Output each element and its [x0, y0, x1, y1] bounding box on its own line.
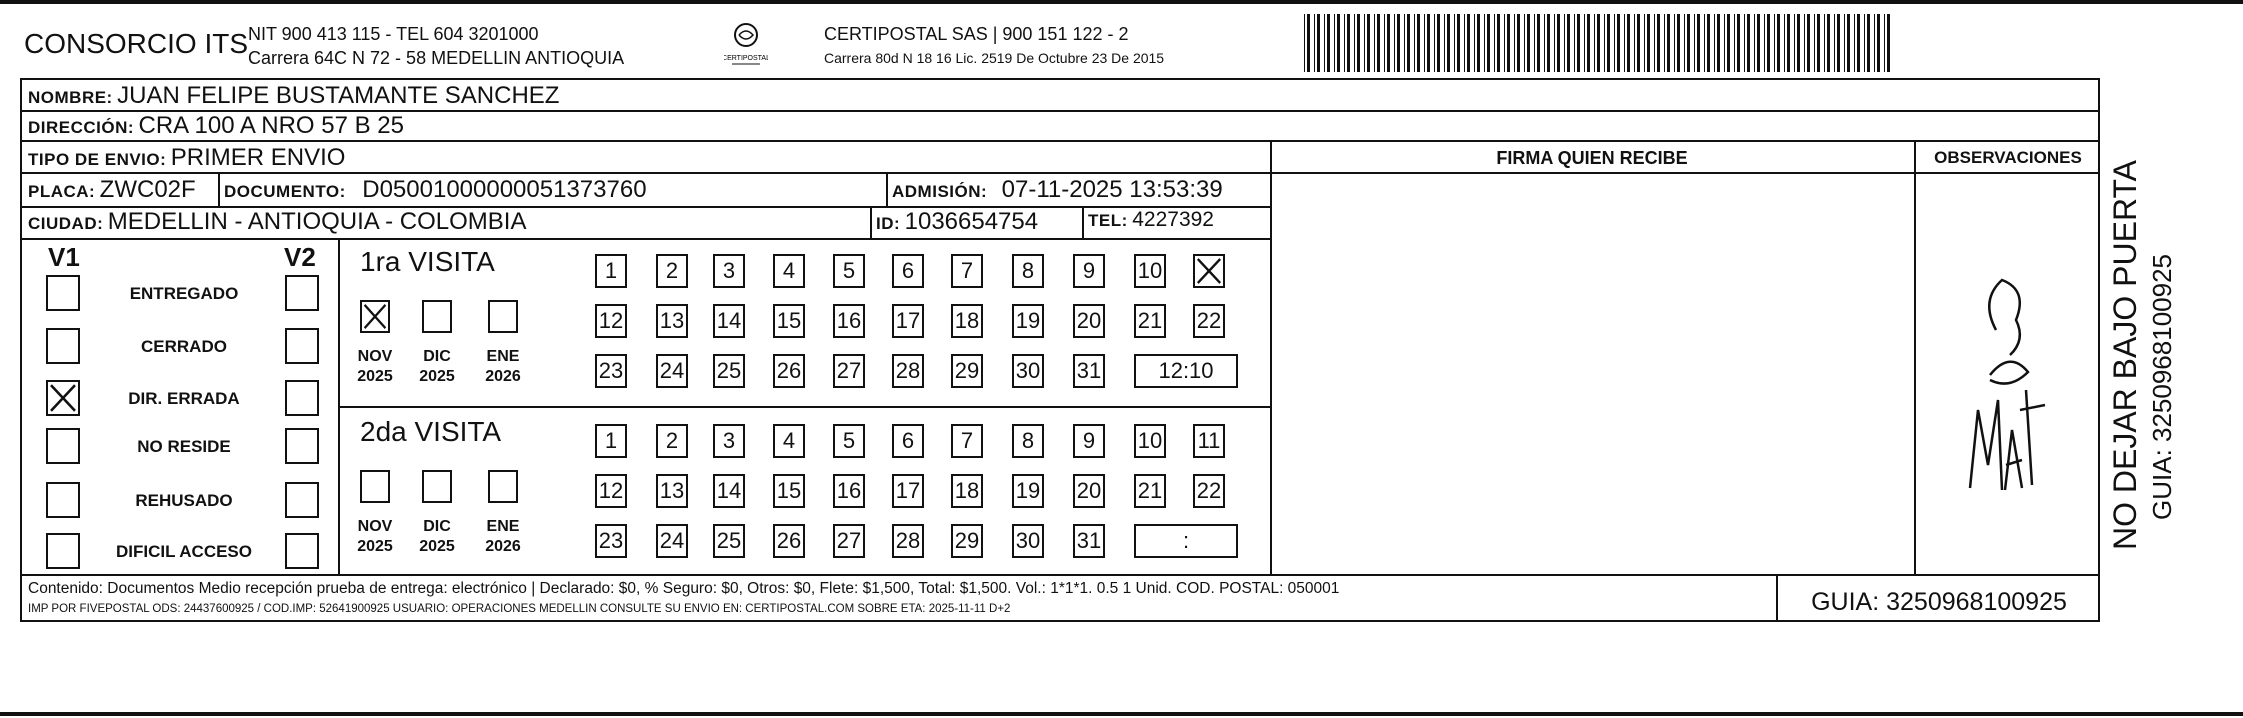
month-label: NOV	[357, 518, 393, 535]
year-label: 2026	[485, 538, 521, 555]
nombre-label: NOMBRE:	[28, 88, 113, 107]
day-box[interactable]: 5	[833, 424, 865, 458]
day-box[interactable]: 26	[773, 354, 805, 388]
admision-field	[892, 176, 1223, 204]
barcode-bar	[1744, 14, 1745, 72]
barcode-bar	[1804, 14, 1805, 72]
barcode-bar	[1724, 14, 1725, 72]
day-box[interactable]: 2	[656, 424, 688, 458]
top-border	[0, 0, 2243, 4]
barcode-bar	[1447, 14, 1450, 72]
barcode-bar	[1397, 14, 1400, 72]
day-box[interactable]: 25	[713, 524, 745, 558]
barcode-bar	[1367, 14, 1370, 72]
barcode-bar	[1647, 14, 1650, 72]
v1-checkbox[interactable]	[46, 380, 80, 416]
footer-contenido: Contenido: Documentos Medio recepción prueba de entrega: electrónico | Declarado: $0, % Seguro: $0, Otros: $0, Flete: $1,500, Total: $1,500. Vol.: 1*1*1. 0.5 1 Unid. COD. POSTAL: 050001	[28, 580, 1340, 597]
barcode-bar	[1507, 14, 1510, 72]
day-box[interactable]: 22	[1193, 304, 1225, 338]
barcode-bar	[1347, 14, 1350, 72]
day-box[interactable]: 20	[1073, 474, 1105, 508]
barcode-bar	[1834, 14, 1835, 72]
barcode-bar	[1487, 14, 1490, 72]
time-box[interactable]: :	[1134, 524, 1238, 558]
barcode-bar	[1584, 14, 1585, 72]
barcode-bar	[1437, 14, 1440, 72]
v2-checkbox[interactable]	[285, 328, 319, 364]
barcode-bar	[1477, 14, 1480, 72]
tipo-envio-value: PRIMER ENVIO	[170, 144, 346, 171]
barcode-bar	[1404, 14, 1405, 72]
barcode	[1304, 14, 1898, 72]
day-box[interactable]: 14	[713, 474, 745, 508]
barcode-bar	[1654, 14, 1655, 72]
day-box[interactable]: 19	[1012, 304, 1044, 338]
barcode-bar	[1637, 14, 1640, 72]
day-box[interactable]: 8	[1012, 254, 1044, 288]
barcode-bar	[1794, 14, 1795, 72]
day-box[interactable]: 30	[1012, 524, 1044, 558]
day-box[interactable]: 8	[1012, 424, 1044, 458]
divider	[886, 172, 888, 206]
barcode-bar	[1364, 14, 1365, 72]
barcode-bar	[1354, 14, 1355, 72]
barcode-bar	[1524, 14, 1525, 72]
signature-area[interactable]	[1272, 174, 1914, 574]
day-box[interactable]: 13	[656, 304, 688, 338]
month-label: NOV	[357, 348, 393, 365]
barcode-bar	[1604, 14, 1605, 72]
barcode-bar	[1427, 14, 1430, 72]
barcode-bar	[1474, 14, 1475, 72]
day-box[interactable]: 27	[833, 524, 865, 558]
divider	[338, 406, 1270, 408]
day-box[interactable]: 17	[892, 304, 924, 338]
day-box[interactable]: 7	[951, 254, 983, 288]
month-label: ENE	[486, 518, 520, 535]
barcode-bar	[1494, 14, 1495, 72]
barcode-bar	[1867, 14, 1870, 72]
barcode-bar	[1857, 14, 1860, 72]
month-checkbox[interactable]	[488, 470, 518, 503]
year-label: 2025	[419, 368, 455, 385]
barcode-bar	[1504, 14, 1505, 72]
barcode-bar	[1434, 14, 1435, 72]
observaciones-header: OBSERVACIONES	[1934, 148, 2082, 167]
carrier-address: Carrera 80d N 18 16 Lic. 2519 De Octubre 23 De 2015	[824, 50, 1165, 66]
barcode-bar	[1497, 14, 1500, 72]
v1-checkbox[interactable]	[46, 328, 80, 364]
barcode-bar	[1554, 14, 1555, 72]
barcode-bar	[1747, 14, 1750, 72]
status-label: REHUSADO	[135, 491, 233, 510]
barcode-bar	[1677, 14, 1680, 72]
barcode-bar	[1534, 14, 1535, 72]
day-box[interactable]: 27	[833, 354, 865, 388]
month-checkbox[interactable]	[422, 300, 452, 333]
barcode-bar	[1327, 14, 1330, 72]
barcode-bar	[1547, 14, 1550, 72]
day-box[interactable]: 28	[892, 524, 924, 558]
day-box[interactable]: 4	[773, 424, 805, 458]
barcode-bar	[1394, 14, 1395, 72]
barcode-bar	[1707, 14, 1710, 72]
barcode-bar	[1624, 14, 1625, 72]
month-checkbox[interactable]	[488, 300, 518, 333]
barcode-bar	[1737, 14, 1740, 72]
barcode-bar	[1374, 14, 1375, 72]
year-label: 2026	[485, 368, 521, 385]
company-nit: NIT 900 413 115 - TEL 604 3201000	[248, 24, 539, 44]
day-box[interactable]: 11	[1193, 424, 1225, 458]
barcode-bar	[1307, 14, 1310, 72]
day-box[interactable]: 6	[892, 254, 924, 288]
placa-label: PLACA:	[28, 182, 96, 201]
v1-checkbox[interactable]	[46, 275, 80, 311]
visit-title: 1ra VISITA	[360, 246, 495, 277]
barcode-bar	[1764, 14, 1765, 72]
barcode-bar	[1684, 14, 1685, 72]
barcode-bar	[1727, 14, 1730, 72]
logo-text: CERTIPOSTAL	[724, 55, 768, 62]
barcode-bar	[1824, 14, 1825, 72]
status-label: NO RESIDE	[137, 437, 231, 456]
barcode-bar	[1407, 14, 1410, 72]
barcode-bar	[1837, 14, 1840, 72]
id-value: 1036654754	[904, 208, 1039, 235]
day-box[interactable]: 5	[833, 254, 865, 288]
company-address: Carrera 64C N 72 - 58 MEDELLIN ANTIOQUIA	[248, 48, 625, 68]
time-box[interactable]: 12:10	[1134, 354, 1238, 388]
status-label: DIR. ERRADA	[128, 389, 240, 408]
month-checkbox[interactable]	[360, 300, 390, 333]
company-name: CONSORCIO ITS	[24, 28, 249, 59]
barcode-bar	[1607, 14, 1610, 72]
divider	[20, 172, 1270, 174]
day-box[interactable]: 23	[595, 354, 627, 388]
day-box[interactable]: 25	[713, 354, 745, 388]
year-label: 2025	[357, 538, 393, 555]
day-box[interactable]: 15	[773, 304, 805, 338]
day-box[interactable]: 12	[595, 304, 627, 338]
tel-field	[1088, 208, 1214, 232]
certipostal-logo	[724, 20, 768, 68]
barcode-bar	[1424, 14, 1425, 72]
day-box[interactable]: 1	[595, 254, 627, 288]
bottom-border	[0, 712, 2243, 716]
barcode-bar	[1587, 14, 1590, 72]
side-guia: GUIA: 3250968100925	[2147, 254, 2177, 520]
barcode-bar	[1784, 14, 1785, 72]
barcode-bar	[1777, 14, 1780, 72]
barcode-bar	[1734, 14, 1735, 72]
nombre-field	[28, 82, 559, 110]
barcode-bar	[1417, 14, 1420, 72]
year-label: 2025	[419, 538, 455, 555]
direccion-label: DIRECCIÓN:	[28, 118, 135, 137]
day-box[interactable]: 10	[1134, 424, 1166, 458]
firma-header: FIRMA QUIEN RECIBE	[1496, 148, 1688, 168]
id-field	[876, 208, 1038, 236]
day-box[interactable]: 14	[713, 304, 745, 338]
direccion-field	[28, 112, 404, 140]
divider	[1082, 206, 1084, 238]
barcode-bar	[1754, 14, 1755, 72]
barcode-bar	[1854, 14, 1855, 72]
year-label: 2025	[357, 368, 393, 385]
day-box[interactable]: 22	[1193, 474, 1225, 508]
barcode-bar	[1444, 14, 1445, 72]
barcode-bar	[1464, 14, 1465, 72]
ciudad-label: CIUDAD:	[28, 214, 104, 233]
barcode-bar	[1687, 14, 1690, 72]
day-box[interactable]: 2	[656, 254, 688, 288]
barcode-bar	[1807, 14, 1810, 72]
day-box[interactable]: 16	[833, 304, 865, 338]
day-box[interactable]: 1	[595, 424, 627, 458]
barcode-bar	[1614, 14, 1615, 72]
barcode-bar	[1634, 14, 1635, 72]
documento-value: D05001000000051373760	[362, 176, 647, 203]
v1-header: V1	[48, 242, 80, 272]
barcode-bar	[1454, 14, 1455, 72]
day-box[interactable]: 29	[951, 354, 983, 388]
barcode-bar	[1797, 14, 1800, 72]
day-box[interactable]: 4	[773, 254, 805, 288]
barcode-bar	[1557, 14, 1560, 72]
carrier-name: CERTIPOSTAL SAS | 900 151 122 - 2	[824, 24, 1129, 44]
v2-checkbox[interactable]	[285, 482, 319, 518]
day-box[interactable]: 29	[951, 524, 983, 558]
barcode-bar	[1887, 14, 1890, 72]
barcode-bar	[1387, 14, 1390, 72]
v1-checkbox[interactable]	[46, 428, 80, 464]
day-box[interactable]: 3	[713, 254, 745, 288]
documento-field	[224, 176, 647, 204]
day-box[interactable]: 31	[1073, 354, 1105, 388]
side-warning: NO DEJAR BAJO PUERTA	[2107, 160, 2143, 550]
day-box[interactable]: 10	[1134, 254, 1166, 288]
barcode-bar	[1564, 14, 1565, 72]
visit-title: 2da VISITA	[360, 416, 502, 447]
day-box[interactable]: 3	[713, 424, 745, 458]
barcode-bar	[1517, 14, 1520, 72]
ciudad-field	[28, 208, 526, 236]
divider	[218, 172, 220, 206]
barcode-bar	[1377, 14, 1380, 72]
barcode-bar	[1484, 14, 1485, 72]
day-box[interactable]: 20	[1073, 304, 1105, 338]
barcode-bar	[1717, 14, 1720, 72]
barcode-bar	[1457, 14, 1460, 72]
id-label: ID:	[876, 214, 901, 233]
barcode-bar	[1757, 14, 1760, 72]
tipo-envio-label: TIPO DE ENVIO:	[28, 150, 167, 169]
barcode-bar	[1664, 14, 1665, 72]
day-box[interactable]: 15	[773, 474, 805, 508]
documento-label: DOCUMENTO:	[224, 182, 346, 201]
barcode-bar	[1627, 14, 1630, 72]
day-box[interactable]: 28	[892, 354, 924, 388]
v1-checkbox[interactable]	[46, 533, 80, 569]
day-box[interactable]: 7	[951, 424, 983, 458]
v2-checkbox[interactable]	[285, 380, 319, 416]
barcode-bar	[1767, 14, 1770, 72]
barcode-bar	[1827, 14, 1830, 72]
barcode-bar	[1384, 14, 1385, 72]
barcode-bar	[1577, 14, 1580, 72]
day-box[interactable]: 18	[951, 474, 983, 508]
day-box[interactable]: 13	[656, 474, 688, 508]
tipo-envio-field	[28, 144, 345, 172]
footer-imp: IMP POR FIVEPOSTAL ODS: 24437600925 / COD.IMP: 52641900925 USUARIO: OPERACIONES MEDELLIN CONSULTE SU ENVIO EN: CERTIPOSTAL.COM SOBRE ETA: 2025-11-11 D+2	[28, 603, 1011, 615]
placa-value: ZWC02F	[99, 176, 196, 203]
barcode-bar	[1567, 14, 1570, 72]
barcode-bar	[1694, 14, 1695, 72]
divider	[1914, 140, 1916, 574]
direccion-value: CRA 100 A NRO 57 B 25	[138, 112, 405, 139]
v2-header: V2	[284, 242, 316, 272]
day-box[interactable]: 9	[1073, 424, 1105, 458]
day-box-checked[interactable]	[1193, 254, 1225, 288]
barcode-bar	[1814, 14, 1815, 72]
barcode-bar	[1514, 14, 1515, 72]
tel-label: TEL:	[1088, 211, 1128, 230]
barcode-bar	[1414, 14, 1415, 72]
day-box[interactable]: 21	[1134, 304, 1166, 338]
day-box[interactable]: 24	[656, 354, 688, 388]
barcode-bar	[1317, 14, 1320, 72]
day-box[interactable]: 18	[951, 304, 983, 338]
day-box[interactable]: 24	[656, 524, 688, 558]
barcode-bar	[1884, 14, 1885, 72]
day-box[interactable]: 31	[1073, 524, 1105, 558]
barcode-bar	[1314, 14, 1315, 72]
barcode-bar	[1467, 14, 1470, 72]
barcode-bar	[1304, 14, 1305, 72]
barcode-bar	[1324, 14, 1325, 72]
barcode-bar	[1674, 14, 1675, 72]
day-box[interactable]: 26	[773, 524, 805, 558]
day-box[interactable]: 17	[892, 474, 924, 508]
placa-field	[28, 176, 196, 204]
barcode-bar	[1337, 14, 1340, 72]
v1-checkbox[interactable]	[46, 482, 80, 518]
month-label: DIC	[423, 348, 451, 365]
barcode-bar	[1714, 14, 1715, 72]
divider	[20, 574, 2100, 576]
barcode-bar	[1847, 14, 1850, 72]
status-label: CERRADO	[141, 337, 227, 356]
barcode-bar	[1644, 14, 1645, 72]
day-box[interactable]: 19	[1012, 474, 1044, 508]
v2-checkbox[interactable]	[285, 275, 319, 311]
barcode-bar	[1817, 14, 1820, 72]
day-box[interactable]: 6	[892, 424, 924, 458]
ciudad-value: MEDELLIN - ANTIOQUIA - COLOMBIA	[107, 208, 527, 235]
barcode-bar	[1344, 14, 1345, 72]
barcode-bar	[1527, 14, 1530, 72]
barcode-bar	[1864, 14, 1865, 72]
status-label: DIFICIL ACCESO	[115, 542, 252, 561]
barcode-bar	[1597, 14, 1600, 72]
day-box[interactable]: 30	[1012, 354, 1044, 388]
barcode-bar	[1537, 14, 1540, 72]
barcode-bar	[1874, 14, 1875, 72]
divider	[870, 206, 872, 238]
barcode-bar	[1334, 14, 1335, 72]
barcode-bar	[1657, 14, 1660, 72]
barcode-bar	[1844, 14, 1845, 72]
admision-label: ADMISIÓN:	[892, 182, 988, 201]
month-checkbox[interactable]	[422, 470, 452, 503]
day-box[interactable]: 12	[595, 474, 627, 508]
divider	[20, 238, 1270, 240]
day-box[interactable]: 9	[1073, 254, 1105, 288]
tel-value: 4227392	[1132, 208, 1214, 231]
month-label: DIC	[423, 518, 451, 535]
admision-value: 07-11-2025 13:53:39	[1001, 176, 1223, 203]
barcode-bar	[1697, 14, 1700, 72]
month-checkbox[interactable]	[360, 470, 390, 503]
divider	[20, 140, 2100, 142]
footer-guia: GUIA: 3250968100925	[1811, 588, 2067, 616]
day-box[interactable]: 16	[833, 474, 865, 508]
barcode-bar	[1544, 14, 1545, 72]
barcode-bar	[1667, 14, 1670, 72]
barcode-bar	[1574, 14, 1575, 72]
barcode-bar	[1877, 14, 1880, 72]
barcode-bar	[1787, 14, 1790, 72]
day-box[interactable]: 23	[595, 524, 627, 558]
barcode-bar	[1704, 14, 1705, 72]
v2-checkbox[interactable]	[285, 428, 319, 464]
status-label: ENTREGADO	[129, 284, 239, 303]
v2-checkbox[interactable]	[285, 533, 319, 569]
barcode-bar	[1774, 14, 1775, 72]
barcode-bar	[1594, 14, 1595, 72]
observation-handwriting	[1950, 260, 2060, 510]
month-label: ENE	[486, 348, 520, 365]
nombre-value: JUAN FELIPE BUSTAMANTE SANCHEZ	[117, 82, 560, 109]
barcode-bar	[1617, 14, 1620, 72]
day-box[interactable]: 21	[1134, 474, 1166, 508]
barcode-bar	[1357, 14, 1360, 72]
